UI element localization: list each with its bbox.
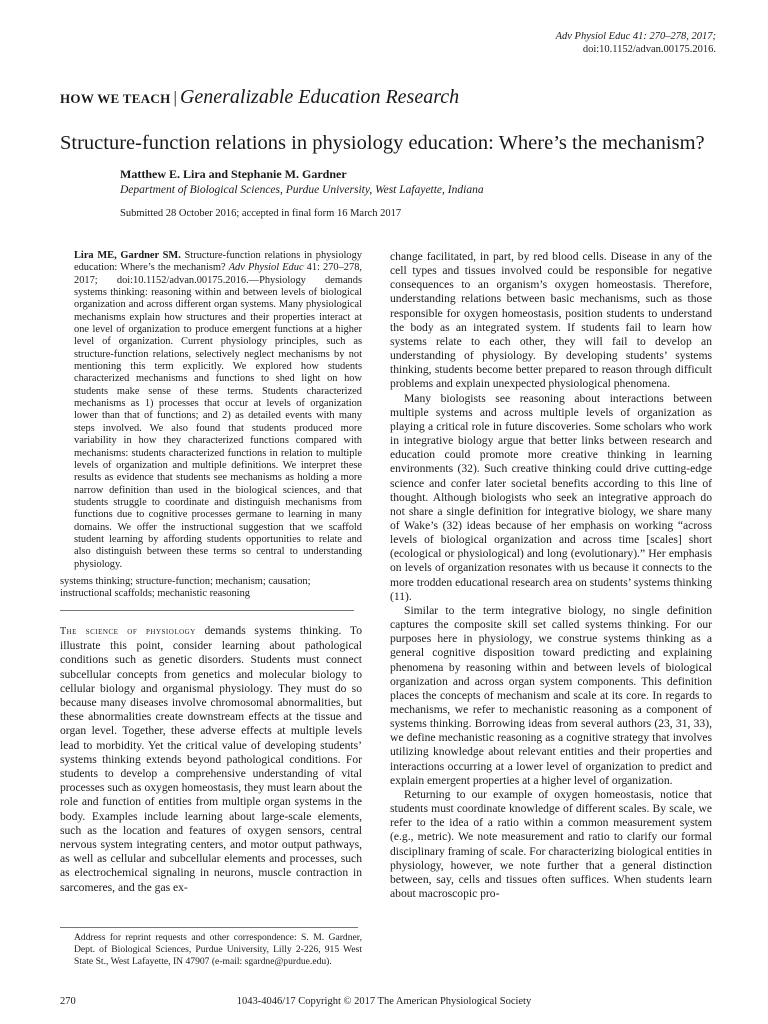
body-paragraph-1: change facilitated, in part, by red blood cells. Disease in any of the cell types and tissues involved could be responsible for negative consequences to an organism’s oxygen homeostasis. Therefore, understanding relations between basic mechanisms, such as those responsible for oxygen homeostasis, position students to understand the body as an integrated system. If students fail to learn how systems relate to each other, they will fail to develop an understanding of physiology. By developing students’ systems thinking, students become better prepared to reason through difficult problems and explain unexpected physiological phenomena.: [390, 250, 712, 391]
lead-in: The science of physiology: [60, 626, 196, 637]
footnote: [60, 932, 362, 967]
abstract-citation-rest: 41: 270–278, 2017; doi:10.1152/advan.00175.2016.—: [74, 262, 362, 286]
abstract-citation-authors: Lira ME, Gardner SM.: [74, 250, 181, 261]
footnote-divider: [60, 927, 358, 928]
correspondence-address: Address for reprint requests and other correspondence: S. M. Gardner, Dept. of Biological Sciences, Purdue University, Lilly 2-226, 915 West State St., West Lafayette, IN 47907 (e-mail: sgardne@purdue.edu).: [74, 932, 362, 967]
article-authors: Matthew E. Lira and Stephanie M. Gardner: [120, 167, 347, 181]
section-subtitle: Generalizable Education Research: [179, 86, 460, 108]
article-title: Structure-function relations in physiology education: Where’s the mechanism?: [60, 132, 705, 154]
abstract-citation-journal: Adv Physiol Educ: [228, 262, 304, 274]
article-affiliation: Department of Biological Sciences, Purdue University, West Lafayette, Indiana: [120, 184, 484, 196]
abstract: [60, 250, 362, 571]
section-heading: [60, 86, 459, 109]
abstract-divider: [60, 610, 354, 611]
section-separator: |: [173, 88, 177, 107]
copyright-line: 1043-4046/17 Copyright © 2017 The American Physiological Society: [236, 996, 532, 1007]
body-paragraph: [60, 624, 362, 895]
body-column-left: [60, 624, 362, 895]
section-label: HOW WE TEACH: [60, 91, 171, 106]
abstract-paragraph: [60, 250, 362, 571]
abstract-citation-title: Structure-function relations in physiology education: Where’s the mechanism?: [74, 250, 362, 274]
body-column-right: [390, 250, 712, 901]
journal-citation: Adv Physiol Educ 41: 270–278, 2017;: [555, 31, 716, 42]
abstract-text: Physiology demands systems thinking: reasoning within and between levels of biological organization and across different organ systems. Many physiological mechanisms explain how structures and their properties interact at one level of organization to produce emergent functions at a higher level of organization. Current physiology principles, such as structure-function relations, selectively neglect mechanisms by not mentioning this term explicitly. We explored how students characterized mechanisms and functions to shed light on how students make sense of these terms. Students characterized mechanisms as 1) processes that occur at levels of organization lower than that of functions; and 2) as detailed events with many steps involved. We also found that students produced more variability in how they characterized functions compared with mechanisms: students characterized functions in relation to multiple levels of organization and multiple definitions. We interpret these results as evidence that students see mechanisms as holding a more narrow definition than used in the biological sciences, and that students struggle to coordinate and distinguish mechanisms from functions due to cognitive processes germane to learning in many domains. We offer the instructional suggestion that we scaffold student learning by affording students opportunities to relate and also distinguish between these terms so central to understanding physiology.: [74, 274, 362, 570]
submission-dates: Submitted 28 October 2016; accepted in final form 16 March 2017: [120, 208, 402, 219]
body-paragraph-3: Similar to the term integrative biology, no single definition captures the composite skill set called systems thinking. For our purposes here in physiology, we construe systems thinking as a general cognitive disposition toward predicting and explaining phenomena by reasoning within and between levels of biological organization and across organ system components. This definition places the concepts of mechanism and scale at its core. In regards to mechanisms, we refer to mechanistic reasoning as a component of systems thinking. Borrowing ideas from several authors (23, 31, 33), we define mechanistic reasoning as a cognitive strategy that involves utilizing knowledge about relevant entities and their properties and interactions occurring at a lower level of organization to predict and explain emergent properties at a higher level of organization.: [390, 603, 712, 787]
keywords: systems thinking; structure-function; mechanism; causation; instructional scaffolds; mechanistic reasoning: [60, 576, 311, 600]
body-text: demands systems thinking. To illustrate this point, consider learning about pathological conditions such as genetic disorders. Students must connect subcellular concepts from genetics and molecular biology to cellular biology and organismal physiology. They must do so because many diseases involve chromosomal abnormalities, but these abnormalities create downstream effects at the tissue and organ level. Together, these adverse effects at multiple levels lead to morbidity. Yet the critical value of developing students’ systems thinking extends beyond pathological conditions. For students to develop a comprehensive understanding of vital processes such as oxygen homeostasis, they must learn about the role and function of entities from multiple organ systems in the body. Examples include learning about large-scale elements, such as the location and features of oxygen sensors, central nervous system integrating centers, and motor output pathways, as well as cellular and subcellular elements and processes, such as electrochemical signaling in neurons, muscle contraction in sarcomeres, and the gas ex-: [60, 624, 362, 894]
journal-doi: doi:10.1152/advan.00175.2016.: [582, 44, 716, 55]
body-paragraph-2: Many biologists see reasoning about interactions between multiple systems and across multiple levels of organization as playing a critical role in future discoveries. Some scholars who work in integrative biology argue that better links between research and education could promote more creative thinking in learning environments (32). Such creative thinking could drive cutting-edge science and confer later societal benefits according to this line of thought. Although biologists who seek an integrative approach do not share a single definition for integrative biology, we share many of Wake’s (32) ideas because of her emphasis on working “across levels of biological organization and across time [scales] short (ecological or physiological) and long (evolutionary).” Her emphasis on levels of organization resonates with us because it connects to the more trodden educational research area on students’ systems thinking (11).: [390, 391, 712, 603]
journal-reference: [556, 30, 716, 56]
body-paragraph-4: Returning to our example of oxygen homeostasis, notice that students must coordinate knowledge of different scales. By scale, we refer to the idea of a ratio within a common measurement system (e.g., metric). We note measurement and ratio to clarify our formal disciplinary framing of scale. For characterizing biological entities in physiology, however, we note further that a general distinction between, say, cells and tissues often suffices. When students learn about macroscopic pro-: [390, 787, 712, 901]
page-number: 270: [60, 996, 76, 1007]
